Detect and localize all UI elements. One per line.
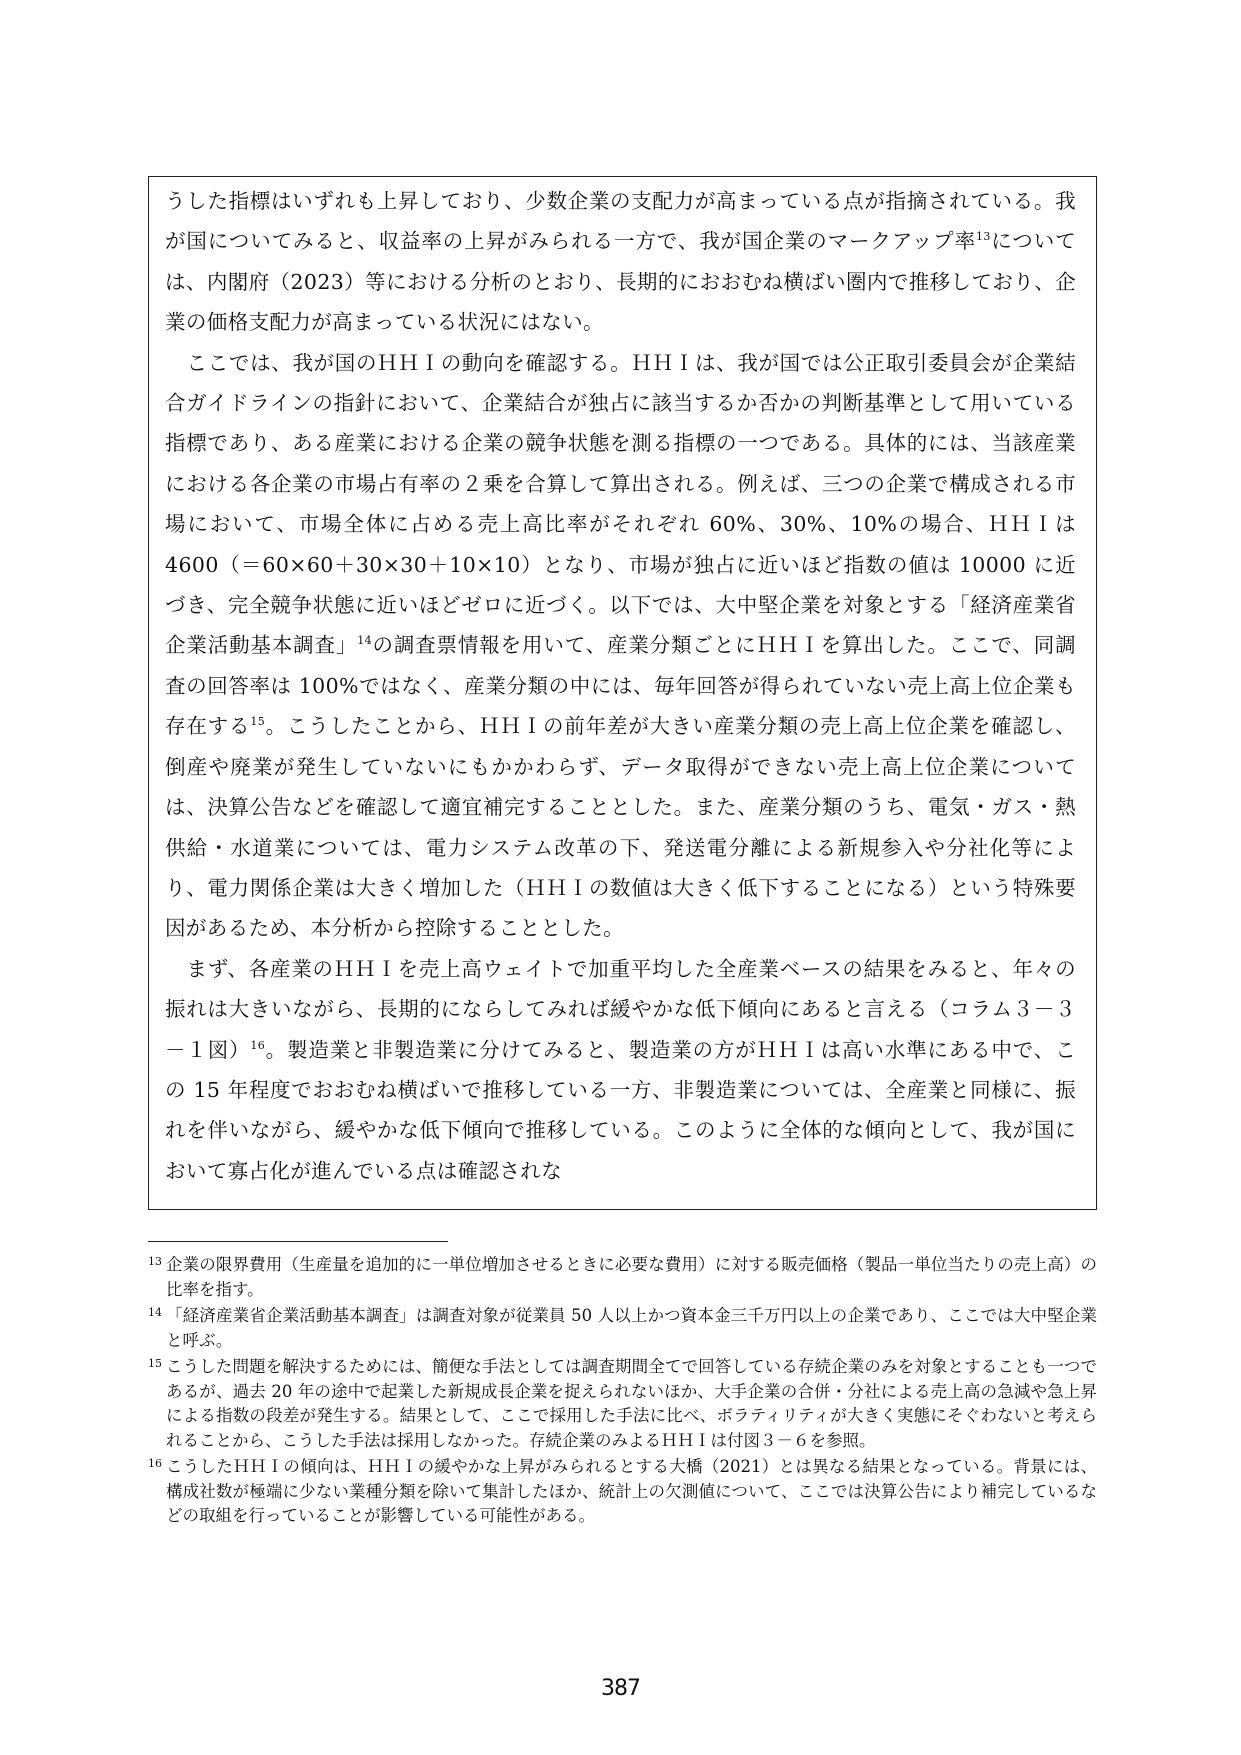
footnote-14 [148,1304,1097,1353]
footnotes [148,1253,1097,1531]
footnote-number: 14 [148,1306,162,1319]
paragraph-3-text: まず、各産業のＨＨＩを売上高ウェイトで加重平均した全産業ベースの結果をみると、年々の振れは大きいながら、長期的にならしてみれば緩やかな低下傾向にあると言える（コラム３－３－１図） [165,956,1076,1062]
footnote-15 [148,1355,1097,1453]
footnote-number: 13 [148,1255,162,1268]
paragraph-2-text-cont2: 。こうしたことから、ＨＨＩの前年差が大きい産業分類の売上高上位企業を確認し、倒産や廃業が発生していないにもかかわらず、データ取得ができない売上高上位企業については、決算公告などを確認して適宜補完することとした。また、産業分類のうち、電気・ガス・熱供給・水道業については、電力システム改革の下、発送電分離による新規参入や分社化等により、電力関係企業は大きく増加した（ＨＨＩの数値は大きく低下することになる）という特殊要因があるため、本分析から控除することとした。 [165,714,1076,941]
paragraph-3 [165,949,1076,1191]
footnote-separator [148,1241,448,1242]
paragraph-2-text: ここでは、我が国のＨＨＩの動向を確認する。ＨＨＩは、我が国では公正取引委員会が企業結合ガイドラインの指針において、企業結合が独占に該当するか否かの判断基準として用いている指標であり、ある産業における企業の競争状態を測る指標の一つである。具体的には、当該産業における各企業の市場占有率の２乗を合算して算出される。例えば、三つの企業で構成される市場において、市場全体に占める売上高比率がそれぞれ 60%、30%、10%の場合、ＨＨＩは 4600（＝60×60＋30×30＋10×10）となり、市場が独占に近いほど指数の値は 10000 に近づき、完全競争状態に近いほどゼロに近づく。以下では、大中堅企業を対象とする「経済産業省企業活動基本調査」 [165,350,1076,658]
page-number: 387 [601,1676,640,1701]
footnote-number: 16 [148,1457,162,1470]
footnote-ref-13[interactable]: 13 [975,230,991,244]
paragraph-1-text-cont: については、内閣府（2023）等における分析のとおり、長期的におおむね横ばい圏内で推移しており、企業の価格支配力が高まっている状況にはない。 [165,229,1076,335]
footnote-16 [148,1455,1097,1529]
footnote-text: こうしたＨＨＩの傾向は、ＨＨＩの緩やかな上昇がみられるとする大橋（2021）とは異なる結果となっている。背景には、構成社数が極端に少ない業種分類を除いて集計したほか、統計上の欠測値について、ここでは決算公告により補完しているなどの取組を行っていることが影響している可能性がある。 [166,1457,1097,1525]
footnote-ref-15[interactable]: 15 [250,715,266,729]
footnote-ref-16[interactable]: 16 [250,1038,266,1052]
footnote-number: 15 [148,1357,162,1370]
paragraph-2 [165,343,1076,949]
footnote-13 [148,1253,1097,1302]
paragraph-1 [165,181,1076,343]
paragraph-3-text-cont: 。製造業と非製造業に分けてみると、製造業の方がＨＨＩは高い水準にある中で、この 15 年程度でおおむね横ばいで推移している一方、非製造業については、全産業と同様に、振れを伴いながら、緩やかな低下傾向で推移している。このように全体的な傾向として、我が国において寡占化が進んでいる点は確認されな [165,1037,1076,1183]
footnote-ref-14[interactable]: 14 [357,634,373,648]
column-box [148,176,1097,1210]
paragraph-2-text-cont1: の調査票情報を用いて、産業分類ごとにＨＨＩを算出した。ここで、同調査の回答率は 100%ではなく、産業分類の中には、毎年回答が得られていない売上高上位企業も存在する [165,633,1076,739]
footnote-text: 企業の限界費用（生産量を追加的に一単位増加させるときに必要な費用）に対する販売価格（製品一単位当たりの売上高）の比率を指す。 [166,1255,1097,1299]
footnote-text: 「経済産業省企業活動基本調査」は調査対象が従業員 50 人以上かつ資本金三千万円以上の企業であり、ここでは大中堅企業と呼ぶ。 [166,1306,1097,1350]
footnote-text: こうした問題を解決するためには、簡便な手法としては調査期間全てで回答している存続企業のみを対象とすることも一つであるが、過去 20 年の途中で起業した新規成長企業を捉えられないほか、大手企業の合併・分社による売上高の急減や急上昇による指数の段差が発生する。結果として、ここで採用した手法に比べ、ボラティリティが大きく実態にそぐわないと考えられることから、こうした手法は採用しなかった。存続企業のみよるＨＨＩは付図３－６を参照。 [166,1357,1097,1450]
paragraph-1-text: うした指標はいずれも上昇しており、少数企業の支配力が高まっている点が指摘されている。我が国についてみると、収益率の上昇がみられる一方で、我が国企業のマークアップ率 [165,189,1076,254]
